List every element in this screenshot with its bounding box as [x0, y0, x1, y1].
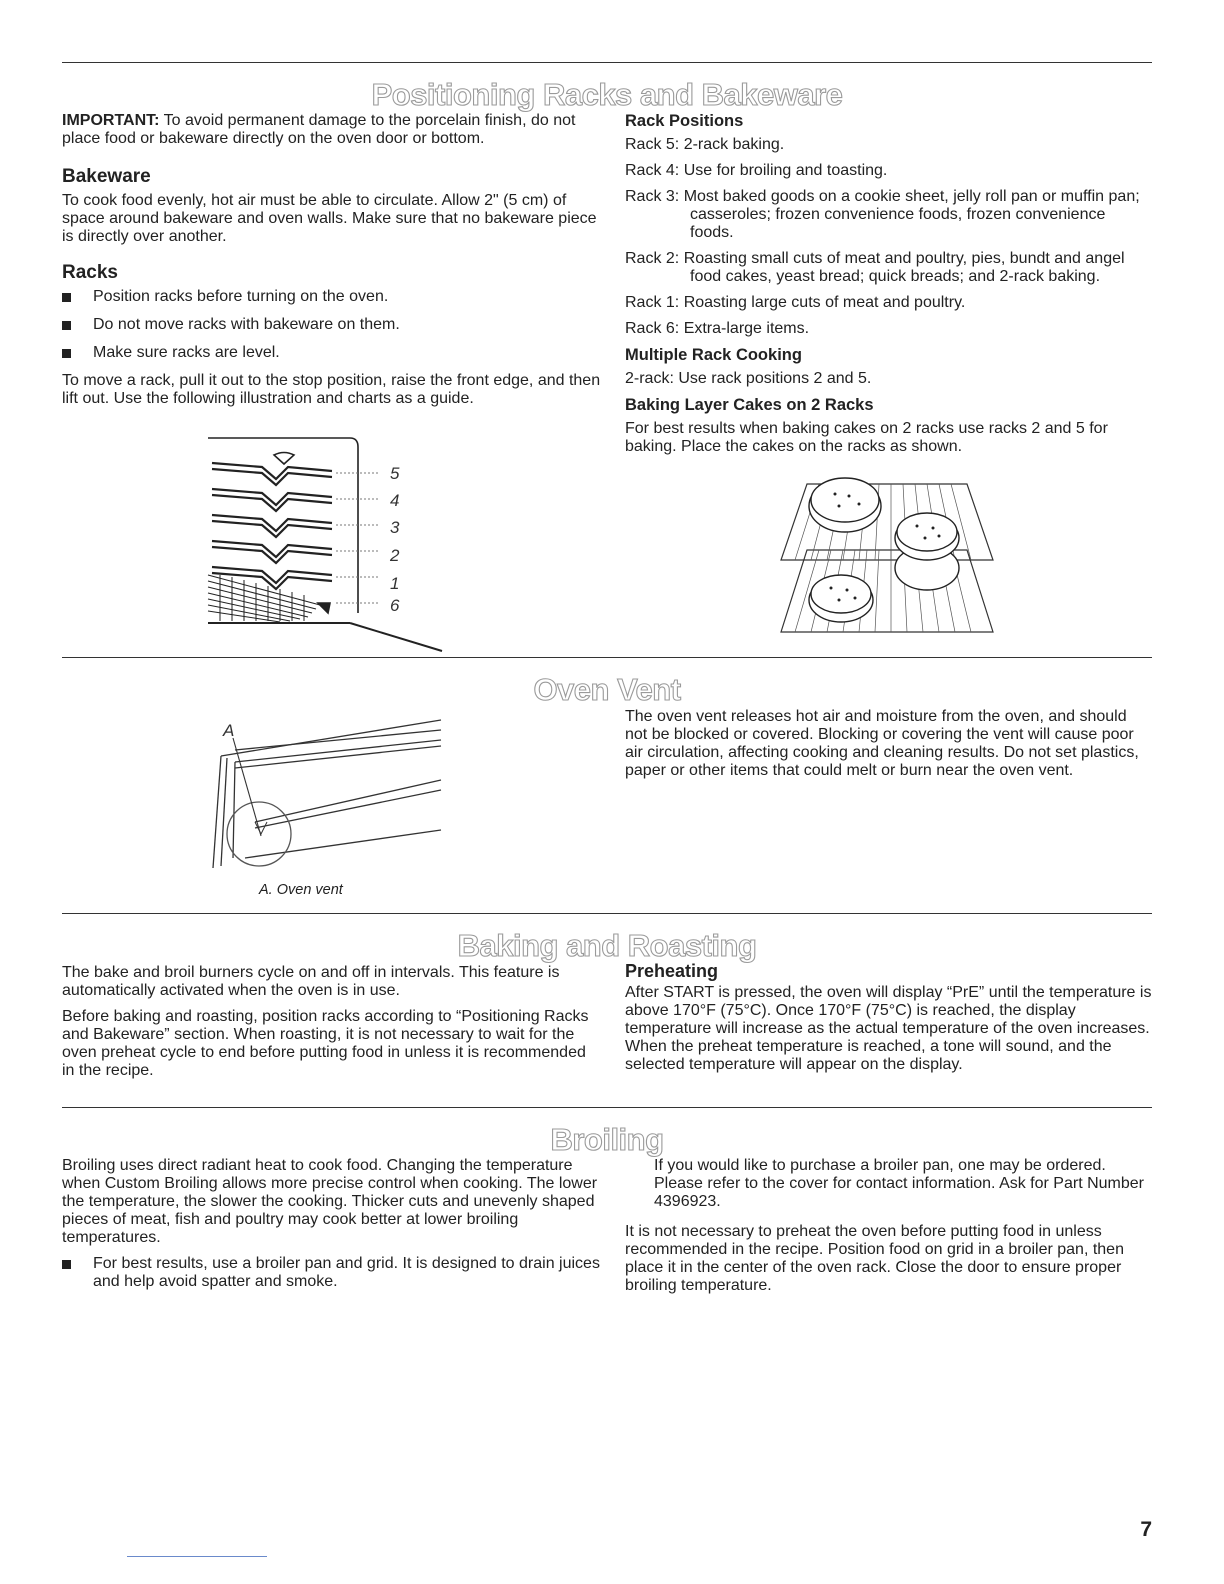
- layer-cakes-text: For best results when baking cakes on 2 racks use racks 2 and 5 for baking. Place the cakes on the racks as shown.: [625, 420, 1108, 455]
- broiling-bullet: [62, 1255, 602, 1291]
- positioning-title: Positioning Racks and Bakeware: [371, 77, 843, 112]
- oven-vent-title: Oven Vent: [533, 672, 681, 707]
- rack-position-item: Rack 3: Most baked goods on a cookie sheet, jelly roll pan or muffin pan; casseroles; frozen convenience foods, frozen convenience foods.: [625, 188, 1140, 241]
- rack-position-item: Rack 1: Roasting large cuts of meat and poultry.: [625, 294, 966, 311]
- bullet-text: Do not move racks with bakeware on them.: [93, 316, 400, 333]
- rack-label: 6: [390, 596, 400, 615]
- bullet-square: [62, 1260, 71, 1269]
- racks-bullet: [62, 344, 602, 362]
- baking-paragraph-2: Before baking and roasting, position racks according to “Positioning Racks and Bakeware” section. When roasting, it is not necessary to wait for the oven preheat cycle to end before putting food in unless it is recommended in the recipe.: [62, 1008, 589, 1079]
- broiling-right-paragraph-2: It is not necessary to preheat the oven before putting food in unless recommended in the recipe. Position food on grid in a broiler pan, then place it in the center of the oven rack. Close the door to ensure proper broiling temperature.: [625, 1223, 1124, 1294]
- move-rack-text: To move a rack, pull it out to the stop position, raise the front edge, and then lift out. Use the following illustration and charts as a guide.: [62, 372, 601, 407]
- broiling-rule: [62, 1107, 1152, 1108]
- multiple-rack-heading: Multiple Rack Cooking: [625, 346, 802, 364]
- bullet-square: [62, 293, 71, 302]
- important-label: IMPORTANT:: [62, 112, 160, 129]
- rack-label: 3: [390, 518, 400, 537]
- broiling-left-column: [62, 1157, 602, 1301]
- bullet-text: For best results, use a broiler pan and grid. It is designed to drain juices and help avoid spatter and smoke.: [93, 1255, 600, 1290]
- rack-position-item: Rack 5: 2-rack baking.: [625, 136, 785, 153]
- bullet-text: Make sure racks are level.: [93, 344, 280, 361]
- two-rack-cakes-illustration: [777, 476, 997, 636]
- vent-label-a: A: [223, 721, 235, 740]
- rack-label: 4: [390, 491, 400, 510]
- baking-paragraph-1: The bake and broil burners cycle on and off in intervals. This feature is automatically activated when the oven is in use.: [62, 964, 560, 999]
- oven-vent-caption: A. Oven vent: [259, 882, 343, 898]
- positioning-right-column: [625, 112, 1153, 464]
- rack-label: 1: [390, 574, 400, 593]
- broiling-title: Broiling: [550, 1122, 664, 1157]
- preheating-text: After START is pressed, the oven will display “PrE” until the temperature is above 170°F (75°C). Once 170°F (75°C) is reached, the display temperature will increase as the actual temperature of the oven increases. When the preheat temperature is reached, a tone will sound, and the selected temperature will appear on the display.: [625, 984, 1152, 1073]
- broiling-right-column: [625, 1157, 1153, 1303]
- oven-vent-text: The oven vent releases hot air and moisture from the oven, and should not be blocked or covered. Blocking or covering the vent will cause poor air circulation, affecting cooking and cleaning results. Do not set plastics, paper or other items that could melt or burn near the oven vent.: [625, 708, 1139, 779]
- oven-vent-rule: [62, 657, 1152, 658]
- broiling-right-paragraph-1: If you would like to purchase a broiler pan, one may be ordered. Please refer to the cover for contact information. Ask for Part Number 4396923.: [654, 1157, 1144, 1210]
- baking-rule: [62, 913, 1152, 914]
- preheating-heading: Preheating: [625, 961, 719, 981]
- racks-heading: Racks: [62, 262, 118, 283]
- rack-positions-illustration: [200, 435, 460, 655]
- baking-left-column: [62, 964, 602, 1088]
- top-rule: [62, 62, 1152, 63]
- footer-line: [127, 1556, 267, 1557]
- important-paragraph: [62, 112, 602, 148]
- bullet-text: Position racks before turning on the oven.: [93, 288, 389, 305]
- bakeware-heading: Bakeware: [62, 166, 151, 187]
- rack-position-item: Rack 6: Extra-large items.: [625, 320, 810, 337]
- oven-vent-text-column: [625, 708, 1153, 788]
- important-text: To avoid permanent damage to the porcelain finish, do not place food or bakeware directly on the oven door or bottom.: [62, 112, 576, 147]
- broiling-paragraph-1: Broiling uses direct radiant heat to cook food. Changing the temperature when Custom Broiling allows more precise control when cooking. The lower the temperature, the slower the cooking. Thicker cuts and unevenly shaped pieces of meat, fish and poultry may cook better at lower broiling temperatures.: [62, 1157, 598, 1246]
- multiple-rack-text: 2-rack: Use rack positions 2 and 5.: [625, 370, 872, 387]
- positioning-left-column: [62, 112, 602, 416]
- layer-cakes-heading: Baking Layer Cakes on 2 Racks: [625, 396, 874, 414]
- rack-position-item: Rack 2: Roasting small cuts of meat and poultry, pies, bundt and angel food cakes, yeast bread; quick breads; and 2-rack baking.: [625, 250, 1125, 285]
- rack-position-item: Rack 4: Use for broiling and toasting.: [625, 162, 888, 179]
- rack-label: 2: [390, 546, 400, 565]
- bullet-square: [62, 321, 71, 330]
- racks-bullet: [62, 288, 602, 306]
- oven-vent-illustration: [205, 718, 445, 878]
- bullet-square: [62, 349, 71, 358]
- baking-title: Baking and Roasting: [457, 928, 757, 963]
- rack-positions-heading: Rack Positions: [625, 112, 744, 130]
- rack-label: 5: [390, 464, 400, 483]
- racks-bullet: [62, 316, 602, 334]
- page-number: 7: [1140, 1518, 1152, 1541]
- baking-right-column: [625, 962, 1153, 1082]
- bakeware-text: To cook food evenly, hot air must be able to circulate. Allow 2" (5 cm) of space around bakeware and oven walls. Make sure that no bakeware piece is directly over another.: [62, 192, 597, 245]
